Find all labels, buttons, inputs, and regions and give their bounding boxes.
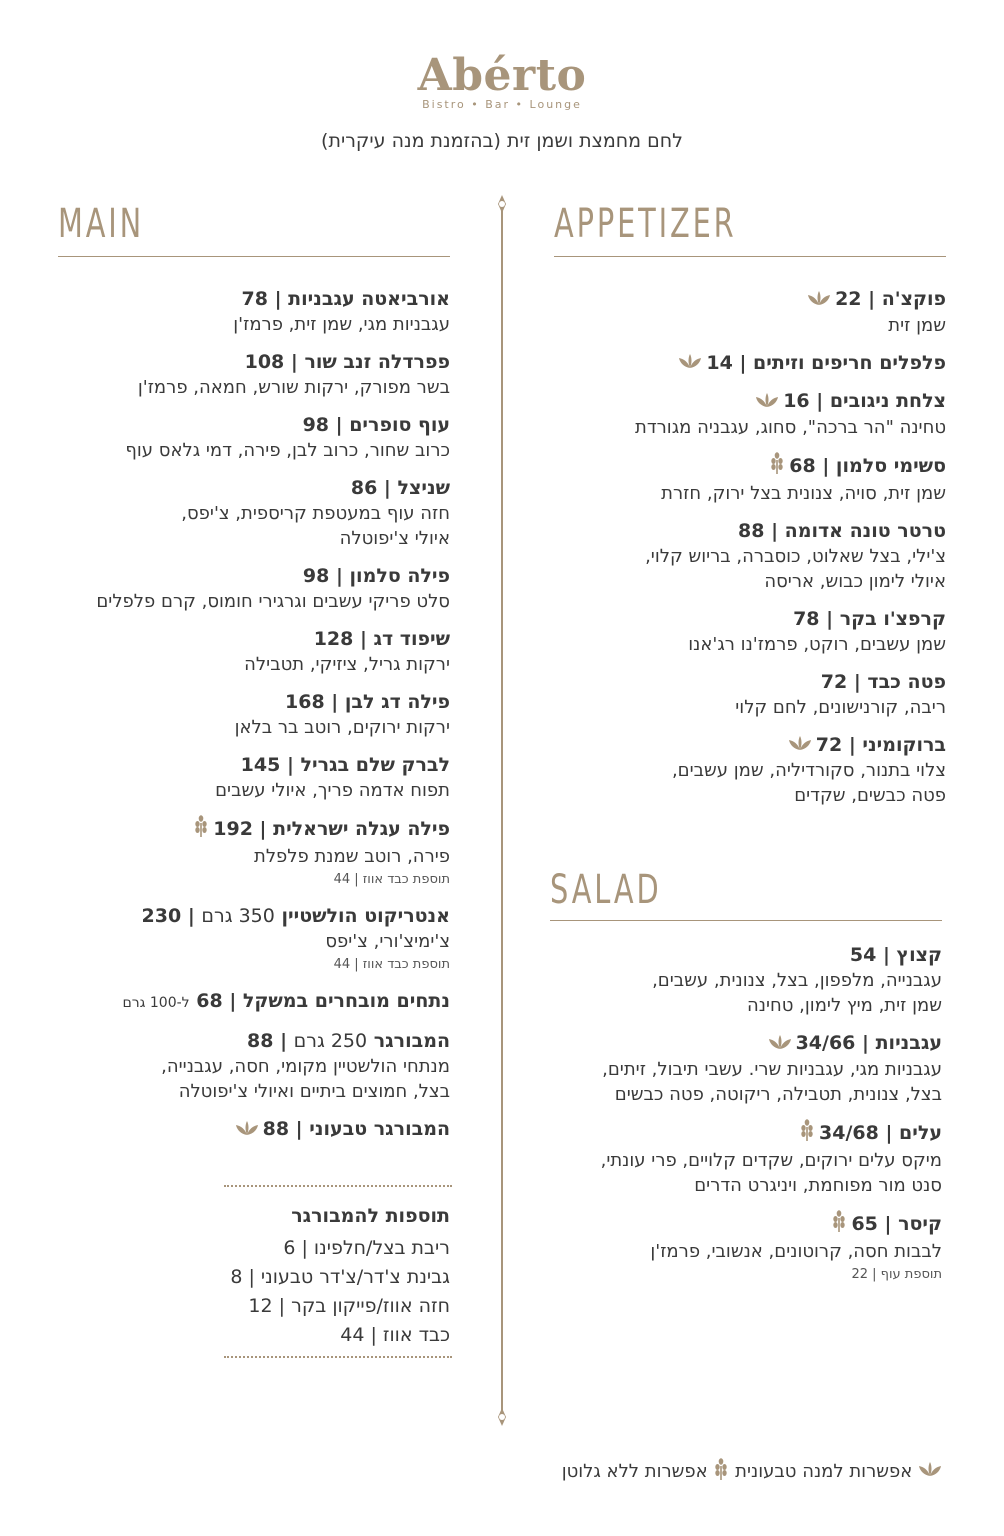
menu-item-description: ירקות גריל, ציזיקי, תטבילה bbox=[244, 654, 450, 675]
menu-item-name: המבורגר טבעוני bbox=[309, 1118, 450, 1140]
menu-item-price: 88 bbox=[262, 1118, 290, 1140]
burger-addons bbox=[150, 1202, 450, 1350]
menu-item-title: אנטריקוט הולשטיין 350 גרם | 230 bbox=[141, 905, 450, 927]
leaf-icon bbox=[235, 1117, 259, 1143]
menu-item-price: 168 bbox=[285, 691, 325, 713]
menu-item-description: איולי לימון כבוש, אריסה bbox=[764, 570, 946, 592]
menu-item-title: סשימי סלמון | 68 bbox=[554, 452, 946, 481]
menu-item bbox=[40, 626, 450, 677]
menu-item-name: לברק שלם בגריל bbox=[300, 754, 450, 776]
menu-item-description: טחינה "הר ברכה", סחוג, עגבניה מגורדת bbox=[634, 416, 946, 438]
menu-item-title: קצוץ | 54 bbox=[849, 944, 942, 966]
menu-item bbox=[40, 903, 450, 976]
menu-item-price: 98 bbox=[302, 565, 330, 587]
menu-item bbox=[40, 475, 450, 551]
menu-item-title: צלחת ניגובים | 16 bbox=[554, 388, 946, 415]
menu-item bbox=[554, 286, 946, 338]
wheat-icon bbox=[713, 1464, 729, 1485]
menu-item bbox=[40, 752, 450, 803]
menu-item bbox=[550, 1119, 942, 1198]
menu-item-title: קרפצ'ו בקר | 78 bbox=[793, 607, 946, 630]
wheat-icon bbox=[769, 452, 785, 481]
menu-item-title: פלפלים חריפים וזיתים | 14 bbox=[554, 350, 946, 377]
menu-item-price: 78 bbox=[241, 288, 268, 310]
menu-item-weight: 350 גרם bbox=[201, 905, 275, 927]
menu-item bbox=[550, 942, 942, 1018]
menu-item-price: 88 bbox=[738, 519, 765, 542]
menu-item-description: חזה עוף במעטפת קריספית, צ'יפס, bbox=[181, 503, 450, 524]
menu-item bbox=[554, 732, 946, 809]
appetizer-list bbox=[554, 286, 946, 820]
menu-item-title: קיסר | 65 bbox=[550, 1210, 942, 1239]
menu-item-description: סנט מור מפוחמת, ויניגרט הדרים bbox=[694, 1174, 942, 1196]
menu-item-price: 68 bbox=[789, 454, 816, 477]
menu-item-title: עגבניות | 34/66 bbox=[550, 1030, 942, 1057]
menu-item-price: 108 bbox=[244, 351, 285, 373]
menu-item-name: פטה כבד bbox=[867, 670, 946, 693]
menu-item bbox=[40, 349, 450, 400]
menu-item-description: ריבה, קורנישונים, לחם קלוי bbox=[735, 696, 946, 718]
leaf-icon bbox=[918, 1461, 942, 1482]
leaf-icon bbox=[678, 350, 702, 376]
section-title-appetizer: APPETIZER bbox=[554, 201, 737, 247]
menu-item-name: קצוץ bbox=[896, 944, 942, 966]
section-rule-appetizer bbox=[554, 256, 946, 257]
menu-item-title: פפרדלה זנב שור | 108 bbox=[244, 351, 450, 373]
menu-item-title: טרטר טונה אדומה | 88 bbox=[738, 519, 946, 542]
menu-item-description: לבבות חסה, קרוטונים, אנשובי, פרמז'ן bbox=[650, 1240, 942, 1262]
menu-item-name: סשימי סלמון bbox=[835, 454, 946, 477]
menu-item-extra: תוספת עוף | 22 bbox=[851, 1266, 942, 1282]
menu-item-title: המבורגר 250 גרם | 88 bbox=[247, 1030, 450, 1052]
menu-item bbox=[40, 286, 450, 337]
menu-item-price: 34/66 bbox=[795, 1032, 856, 1054]
menu-item-price: 98 bbox=[302, 414, 330, 436]
bread-note: לחם מחמצת ושמן זית (בהזמנת מנה עיקרית) bbox=[321, 130, 683, 152]
menu-item-title: נתחים מובחרים במשקל | 68 ל-100 גרם bbox=[122, 990, 450, 1012]
leaf-icon bbox=[807, 287, 831, 313]
menu-item-title: פילה סלמון | 98 bbox=[302, 565, 450, 587]
menu-item-description: ירקות ירוקים, רוטב בר בלאן bbox=[234, 717, 450, 738]
menu-item-name: פילה דג לבן bbox=[344, 691, 450, 713]
menu-item-name: פילה סלמון bbox=[349, 565, 450, 587]
wheat-icon bbox=[193, 815, 209, 844]
menu-item-description: צ'ימיצ'ורי, צ'יפס bbox=[325, 931, 450, 952]
menu-item-title: אורביאטה עגבניות | 78 bbox=[241, 288, 450, 310]
menu-item-title: פוקצ'ה | 22 bbox=[554, 286, 946, 313]
menu-item bbox=[40, 563, 450, 614]
salad-list bbox=[550, 942, 942, 1298]
menu-item bbox=[40, 689, 450, 740]
menu-item-description: איולי צ'יפוטלה bbox=[339, 528, 450, 549]
menu-item-name: אנטריקוט הולשטיין bbox=[281, 905, 450, 927]
menu-item-description: מנתחי הולשטיין מקומי, חסה, עגבנייה, bbox=[161, 1056, 450, 1077]
menu-item-title: המבורגר טבעוני | 88 bbox=[40, 1116, 450, 1143]
menu-item-description: כרוב שחור, כרוב לבן, פירה, דמי גלאס עוף bbox=[125, 440, 450, 461]
menu-item bbox=[40, 815, 450, 891]
menu-item-extra: תוספת כבד אווז | 44 bbox=[333, 872, 450, 887]
menu-item-title: פילה עגלה ישראלית | 192 bbox=[40, 815, 450, 844]
menu-item-name: פפרדלה זנב שור bbox=[304, 351, 450, 373]
menu-item-title: לברק שלם בגריל | 145 bbox=[240, 754, 450, 776]
legend-gluten-free-label: אפשרות ללא גלוטן bbox=[561, 1461, 708, 1482]
menu-item-description: שמן זית, סויה, צנונית בצל ירוק, חזרת bbox=[661, 482, 946, 504]
menu-item-price: 86 bbox=[350, 477, 378, 499]
menu-item-name: ברוקומיני bbox=[862, 733, 946, 756]
menu-item-price: 16 bbox=[783, 390, 810, 412]
menu-item-price: 128 bbox=[313, 628, 354, 650]
menu-item-description: צ'ילי, בצל שאלוט, כוסברה, בריוש קלוי, bbox=[645, 545, 946, 567]
center-divider bbox=[501, 205, 503, 1415]
section-title-salad: SALAD bbox=[550, 867, 662, 913]
menu-item-description: שמן זית bbox=[888, 314, 946, 336]
menu-item bbox=[554, 350, 946, 377]
menu-item-description: שמן עשבים, רוקט, פרמז'נו רג'אנו bbox=[688, 633, 946, 655]
menu-item-description: שמן זית, מיץ לימון, טחינה bbox=[747, 995, 942, 1016]
menu-item-price: 78 bbox=[793, 607, 820, 630]
menu-item-title: עלים | 34/68 bbox=[550, 1119, 942, 1148]
menu-item-price: 145 bbox=[240, 754, 281, 776]
menu-item-title: עוף סופרים | 98 bbox=[302, 414, 450, 436]
menu-item-description: בצל, צנונית, תטבילה, ריקוטה, פטה כבשים bbox=[614, 1083, 942, 1105]
addons-divider-bottom bbox=[224, 1356, 452, 1358]
menu-item-price: 65 bbox=[851, 1212, 878, 1235]
brand-name: Abérto bbox=[417, 50, 587, 101]
menu-item-name: פוקצ'ה bbox=[881, 288, 946, 310]
menu-item bbox=[40, 412, 450, 463]
menu-item-name: אורביאטה עגבניות bbox=[288, 288, 450, 310]
menu-item-price: 72 bbox=[820, 670, 848, 693]
menu-item-description: פטה כבשים, שקדים bbox=[794, 785, 946, 806]
menu-item-description: בצל, חמוצים ביתיים ואיולי צ'יפוטלה bbox=[178, 1081, 450, 1102]
menu-item-description: מיקס עלים ירוקים, שקדים קלויים, פרי עונתי, bbox=[600, 1149, 942, 1171]
menu-item-name: שיפוד דג bbox=[373, 628, 450, 650]
menu-item-price: 14 bbox=[706, 351, 733, 374]
menu-item bbox=[40, 1116, 450, 1143]
burger-addon-item: ריבת בצל/חלפינו | 6 bbox=[283, 1237, 450, 1259]
burger-addon-item: גבינת צ'דר/צ'דר טבעוני | 8 bbox=[230, 1266, 450, 1288]
brand-logo bbox=[0, 48, 1004, 111]
menu-item-description: עגבניות מגי, שמן זית, פרמז'ן bbox=[233, 314, 450, 335]
menu-item-extra: תוספת כבד אווז | 44 bbox=[333, 957, 450, 972]
leaf-icon bbox=[768, 1031, 792, 1057]
menu-item-description: עגבנייה, מלפפון, בצל, צנונית, עשבים, bbox=[652, 970, 942, 991]
menu-item-name: שניצל bbox=[397, 477, 450, 499]
menu-item-title: ברוקומיני | 72 bbox=[554, 732, 946, 759]
wheat-icon bbox=[831, 1210, 847, 1239]
menu-item-description: בשר מפורק, ירקות שורש, חמאה, פרמז'ן bbox=[137, 377, 450, 398]
brand-subtitle: Bistro • Bar • Lounge bbox=[422, 98, 582, 111]
menu-item-price: 68 bbox=[196, 990, 223, 1012]
menu-item-price: 22 bbox=[835, 288, 862, 310]
menu-item-title: שניצל | 86 bbox=[350, 477, 450, 499]
menu-item bbox=[550, 1030, 942, 1107]
menu-item-name: עוף סופרים bbox=[349, 414, 450, 436]
menu-item-title: פטה כבד | 72 bbox=[820, 670, 946, 693]
menu-item-price: 34/68 bbox=[819, 1121, 879, 1144]
menu-item-name: פלפלים חריפים וזיתים bbox=[753, 351, 946, 374]
menu-item-name: נתחים מובחרים במשקל bbox=[242, 990, 450, 1012]
menu-item-price: 54 bbox=[849, 944, 877, 966]
wheat-icon bbox=[799, 1119, 815, 1148]
leaf-icon bbox=[788, 732, 812, 758]
burger-addon-item: חזה אווז/פייקון בקר | 12 bbox=[248, 1295, 450, 1317]
legend bbox=[562, 1458, 942, 1485]
section-rule-main bbox=[58, 256, 450, 257]
menu-item bbox=[40, 1028, 450, 1104]
addons-divider-top bbox=[224, 1185, 452, 1187]
menu-item-name: קרפצ'ו בקר bbox=[839, 607, 946, 630]
menu-item bbox=[554, 518, 946, 594]
menu-item-name: צלחת ניגובים bbox=[829, 390, 946, 412]
menu-item-description: עגבניות מגי, עגבניות שרי. עשבי תיבול, זיתים, bbox=[602, 1058, 942, 1080]
menu-item bbox=[554, 669, 946, 720]
main-list bbox=[40, 286, 450, 1155]
menu-item-weight: 250 גרם bbox=[293, 1030, 368, 1052]
menu-item-description: תפוח אדמה פריך, איולי עשבים bbox=[215, 780, 450, 801]
menu-item-name: עלים bbox=[899, 1121, 942, 1144]
menu-item-price: 88 bbox=[247, 1030, 274, 1052]
menu-item bbox=[550, 1210, 942, 1286]
leaf-icon bbox=[755, 389, 779, 415]
menu-item bbox=[554, 452, 946, 506]
menu-item-description: סלט פריקי עשבים וגרגירי חומוס, קרם פלפלים bbox=[96, 591, 450, 612]
menu-item-title: שיפוד דג | 128 bbox=[313, 628, 450, 650]
menu-item-description: צלוי בתנור, סקורדיליה, שמן עשבים, bbox=[671, 760, 946, 781]
menu-item-name: המבורגר bbox=[373, 1030, 450, 1052]
menu-item-name: קיסר bbox=[898, 1212, 942, 1235]
menu-item bbox=[40, 988, 450, 1016]
menu-item bbox=[554, 388, 946, 440]
menu-item-name: פילה עגלה ישראלית bbox=[273, 818, 450, 840]
section-rule-salad bbox=[550, 920, 942, 921]
menu-item-name: טרטר טונה אדומה bbox=[784, 519, 946, 542]
menu-item-title: פילה דג לבן | 168 bbox=[285, 691, 450, 713]
legend-vegan-label: אפשרות למנה טבעונית bbox=[735, 1461, 913, 1482]
menu-item-price: 72 bbox=[815, 733, 843, 756]
menu-item-description: פירה, רוטב שמנת פלפלת bbox=[253, 846, 450, 867]
divider-ornament-bottom bbox=[491, 1406, 513, 1428]
menu-item bbox=[554, 606, 946, 657]
menu-item-price: 192 bbox=[213, 818, 253, 840]
burger-addons-title: תוספות להמבורגר bbox=[291, 1205, 450, 1227]
menu-item-price: 230 bbox=[141, 905, 182, 927]
burger-addon-item: כבד אווז | 44 bbox=[340, 1324, 450, 1346]
section-title-main: MAIN bbox=[58, 201, 145, 247]
menu-item-unit: ל-100 גרם bbox=[122, 995, 190, 1011]
menu-item-name: עגבניות bbox=[875, 1032, 942, 1054]
divider-ornament-top bbox=[491, 193, 513, 215]
